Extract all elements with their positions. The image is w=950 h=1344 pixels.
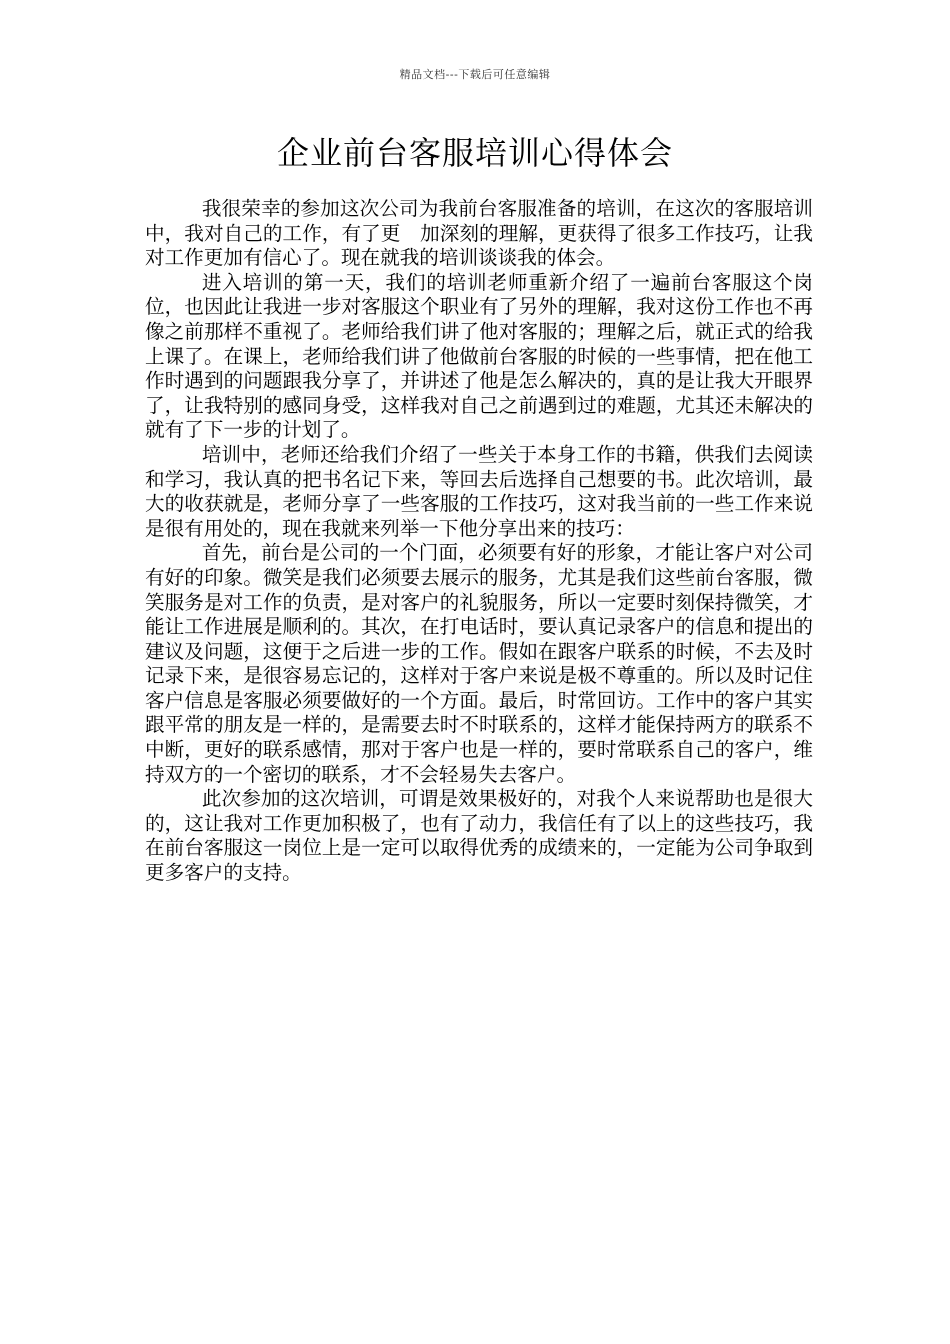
paragraph-3: 培训中，老师还给我们介绍了一些关于本身工作的书籍，供我们去阅读和学习，我认真的把书名记下来，等回去后选择自己想要的书。此次培训，最大的收获就是，老师分享了一些客服的工作技巧，这对我当前的一些工作来说是很有用处的，现在我就来列举一下他分享出来的技巧： — [145, 442, 813, 540]
watermark-header: 精品文档---下载后可任意编辑 — [399, 68, 551, 81]
paragraph-2: 进入培训的第一天，我们的培训老师重新介绍了一遍前台客服这个岗位，也因此让我进一步对客服这个职业有了另外的理解，我对这份工作也不再像之前那样不重视了。老师给我们讲了他对客服的；理解之后，就正式的给我上课了。在课上，老师给我们讲了他做前台客服的时候的一些事情，把在他工作时遇到的问题跟我分享了，并讲述了他是怎么解决的，真的是让我大开眼界了，让我特别的感同身受，这样我对自己之前遇到过的难题，尤其还未解决的就有了下一步的计划了。 — [145, 270, 813, 442]
document-title: 企业前台客服培训心得体会 — [276, 134, 673, 172]
paragraph-5: 此次参加的这次培训，可谓是效果极好的，对我个人来说帮助也是很大的，这让我对工作更加积极了，也有了动力，我信任有了以上的这些技巧，我在前台客服这一岗位上是一定可以取得优秀的成绩来的，一定能为公司争取到更多客户的支持。 — [145, 787, 813, 885]
paragraph-1: 我很荣幸的参加这次公司为我前台客服准备的培训，在这次的客服培训中，我对自己的工作，有了更 加深刻的理解，更获得了很多工作技巧，让我对工作更加有信心了。现在就我的培训谈谈我的体会。 — [145, 197, 813, 270]
paragraph-4: 首先，前台是公司的一个门面，必须要有好的形象，才能让客户对公司有好的印象。微笑是我们必须要去展示的服务，尤其是我们这些前台客服，微笑服务是对工作的负责，是对客户的礼貌服务，所以一定要时刻保持微笑，才能让工作进展是顺利的。其次，在打电话时，要认真记录客户的信息和提出的建议及问题，这便于之后进一步的工作。假如在跟客户联系的时候，不去及时记录下来，是很容易忘记的，这样对于客户来说是极不尊重的。所以及时记住客户信息是客服必须要做好的一个方面。最后，时常回访。工作中的客户其实跟平常的朋友是一样的，是需要去时不时联系的，这样才能保持两方的联系不中断，更好的联系感情，那对于客户也是一样的，要时常联系自己的客户，维持双方的一个密切的联系，才不会轻易失去客户。 — [145, 541, 813, 786]
document-body — [145, 197, 813, 886]
